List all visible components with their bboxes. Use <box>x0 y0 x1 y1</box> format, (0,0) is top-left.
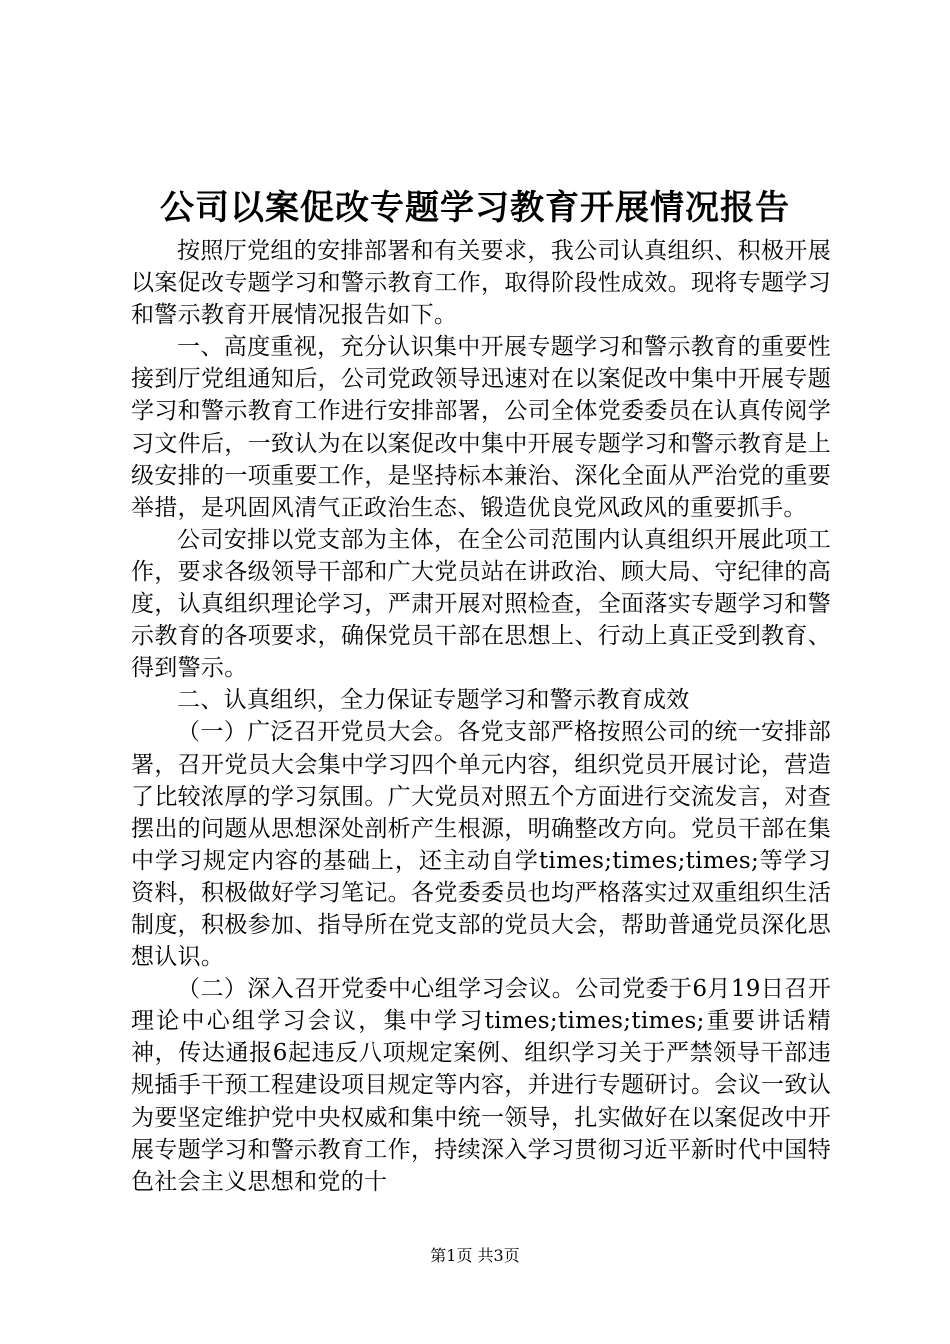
document-title: 公司以案促改专题学习教育开展情况报告 <box>160 188 790 228</box>
paragraph-intro: 按照厅党组的安排部署和有关要求，我公司认真组织、积极开展以案促改专题学习和警示教育工作，取得阶段性成效。现将专题学习和警示教育开展情况报告如下。 <box>131 238 831 329</box>
paragraph-section-one: 一、高度重视，充分认识集中开展专题学习和警示教育的重要性接到厅党组通知后，公司党政领导迅速对在以案促改中集中开展专题学习和警示教育工作进行安排部署，公司全体党委委员在认真传阅学习文件后，一致认为在以案促改中集中开展专题学习和警示教育是上级安排的一项重要工作，是坚持标本兼治、深化全面从严治党的重要举措，是巩固风清气正政治生态、锻造优良党风政风的重要抓手。 <box>131 334 831 521</box>
paragraph-subsection-two: （二）深入召开党委中心组学习会议。公司党委于6月19日召开理论中心组学习会议，集中学习times;times;times;重要讲话精神，传达通报6起违反八项规定案例、组织学习关于严禁领导干部违规插手干预工程建设项目规定等内容，并进行专题研讨。会议一致认为要坚定维护党中央权威和集中统一领导，扎实做好在以案促改中开展专题学习和警示教育工作，持续深入学习贯彻习近平新时代中国特色社会主义思想和党的十 <box>131 976 831 1195</box>
section-heading-two: 二、认真组织，全力保证专题学习和警示教育成效 <box>177 687 690 714</box>
paragraph-arrangement: 公司安排以党支部为主体，在全公司范围内认真组织开展此项工作，要求各级领导干部和广大党员站在讲政治、顾大局、守纪律的高度，认真组织理论学习，严肃开展对照检查，全面落实专题学习和警示教育的各项要求，确保党员干部在思想上、行动上真正受到教育、得到警示。 <box>131 526 831 682</box>
document-body <box>131 235 831 1198</box>
paragraph-subsection-one: （一）广泛召开党员大会。各党支部严格按照公司的统一安排部署，召开党员大会集中学习四个单元内容，组织党员开展讨论，营造了比较浓厚的学习氛围。广大党员对照五个方面进行交流发言，对查摆出的问题从思想深处剖析产生根源，明确整改方向。党员干部在集中学习规定内容的基础上，还主动自学times;times;times;等学习资料，积极做好学习笔记。各党委委员也均严格落实过双重组织生活制度，积极参加、指导所在党支部的党员大会，帮助普通党员深化思想认识。 <box>131 719 831 971</box>
page-number-footer: 第1页 共3页 <box>430 1246 520 1265</box>
